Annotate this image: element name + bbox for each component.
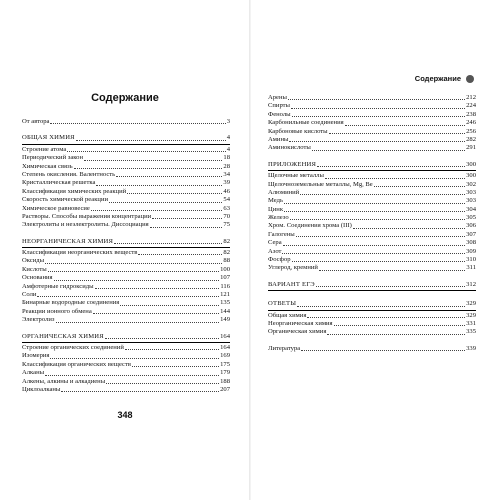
toc-entry-page: 246	[466, 119, 476, 127]
toc-entry-page: 4	[226, 134, 230, 142]
toc-entry-title: НЕОРГАНИЧЕСКАЯ ХИМИЯ	[22, 237, 114, 245]
dot-leader	[61, 391, 219, 392]
dot-leader	[114, 243, 222, 244]
toc-entry-page: 135	[220, 299, 230, 307]
toc-entry-title: Оксиды	[22, 257, 45, 265]
toc-entry-page: 335	[466, 328, 476, 336]
toc-entry[interactable]	[22, 179, 230, 187]
toc-section-entry[interactable]	[22, 134, 230, 142]
dot-leader	[96, 185, 222, 186]
running-head-text: Содержание	[414, 74, 461, 83]
toc-entry[interactable]	[22, 386, 230, 394]
dot-leader	[116, 176, 222, 177]
toc-entry[interactable]	[268, 248, 476, 256]
toc-entry-title: Щелочноземельные металлы, Mg, Be	[268, 180, 373, 188]
toc-entry[interactable]	[268, 231, 476, 239]
toc-entry-title: Амины	[268, 135, 289, 143]
toc-entry[interactable]	[22, 378, 230, 386]
toc-entry-page: 169	[220, 352, 230, 360]
toc-entry-page: 306	[466, 222, 476, 230]
toc-entry-page: 207	[220, 385, 230, 393]
toc-entry-page: 88	[223, 257, 230, 265]
toc-entry-title: Цинк	[268, 205, 284, 213]
toc-entry[interactable]	[22, 146, 230, 154]
dot-leader	[327, 334, 465, 335]
toc-entry-title: Железо	[268, 214, 289, 222]
toc-entry-title: Циклоалканы	[22, 385, 61, 393]
toc-entry-page: 339	[466, 344, 476, 352]
section-underline	[268, 290, 476, 291]
toc-entry[interactable]	[22, 196, 230, 204]
dot-leader	[316, 286, 465, 287]
toc-entry-page: 70	[223, 212, 230, 220]
dot-leader	[45, 263, 222, 264]
toc-entry-title: Степень окисления. Валентность	[22, 170, 116, 178]
toc-entry-page: 282	[466, 135, 476, 143]
toc-entry[interactable]	[268, 94, 476, 102]
toc-entry-page: 164	[220, 343, 230, 351]
toc-entry-title: Алюминий	[268, 188, 300, 196]
dot-leader	[93, 313, 219, 314]
toc-entry-title: Медь	[268, 197, 283, 205]
toc-entry[interactable]	[22, 299, 230, 307]
page-number: 348	[117, 410, 133, 420]
section-underline	[22, 144, 230, 145]
toc-entry-title: Соли	[22, 291, 37, 299]
dot-leader	[56, 322, 220, 323]
toc-entry-page: 175	[220, 360, 230, 368]
dot-leader	[127, 193, 222, 194]
toc-gap	[268, 292, 476, 300]
toc-entry[interactable]	[22, 171, 230, 179]
dot-leader	[300, 194, 465, 195]
toc-entry-page: 291	[466, 144, 476, 152]
toc-entry-title: Изомерия	[22, 352, 50, 360]
dot-leader	[283, 245, 465, 246]
running-head	[415, 74, 474, 83]
right-page	[250, 0, 500, 500]
dot-leader	[54, 280, 220, 281]
toc-entry-title: ОРГАНИЧЕСКАЯ ХИМИЯ	[22, 332, 104, 340]
toc-entry[interactable]	[268, 214, 476, 222]
dot-leader	[150, 227, 223, 228]
toc-entry-page: 302	[466, 180, 476, 188]
dot-leader	[74, 168, 223, 169]
toc-entry-title: Амфотерные гидроксиды	[22, 282, 94, 290]
toc-entry[interactable]	[22, 369, 230, 377]
toc-entry[interactable]	[268, 119, 476, 127]
toc-entry-title: Строение атома	[22, 145, 67, 153]
dot-leader	[91, 210, 223, 211]
toc-entry[interactable]	[268, 239, 476, 247]
dot-leader	[290, 219, 465, 220]
toc-entry[interactable]	[22, 221, 230, 229]
dot-leader	[152, 218, 222, 219]
toc-entry-title: Классификация органических веществ	[22, 360, 131, 368]
dot-leader	[312, 150, 465, 151]
toc-entry-page: 329	[466, 311, 476, 319]
toc-gap	[22, 126, 230, 134]
toc-entry-page: 309	[466, 247, 476, 255]
toc-entry-page: 312	[466, 280, 476, 288]
toc-entry-title: Скорость химической реакции	[22, 196, 109, 204]
toc-entry-page: 304	[466, 205, 476, 213]
toc-entry[interactable]	[22, 188, 230, 196]
toc-entry[interactable]	[268, 181, 476, 189]
toc-entry-title: Неорганическая химия	[268, 319, 333, 327]
toc-entry[interactable]	[22, 205, 230, 213]
toc-entry-title: Общая химия	[268, 311, 307, 319]
toc-entry-page: 46	[223, 187, 230, 195]
section-underline	[268, 310, 476, 311]
toc-entry-page: 307	[466, 230, 476, 238]
toc-entry[interactable]	[268, 206, 476, 214]
dot-leader	[45, 375, 219, 376]
toc-entry[interactable]	[22, 274, 230, 282]
toc-entry[interactable]	[268, 144, 476, 152]
toc-entry[interactable]	[22, 213, 230, 221]
dot-leader	[345, 125, 465, 126]
toc-entry-title: ПРИЛОЖЕНИЯ	[268, 160, 317, 168]
toc-entry-page: 82	[223, 249, 230, 257]
toc-entry-title: Азот	[268, 247, 282, 255]
toc-entry-title: Литература	[268, 344, 301, 352]
dot-leader	[329, 133, 466, 134]
toc-entry-page: 188	[220, 377, 230, 385]
section-underline	[22, 342, 230, 343]
dot-leader	[50, 358, 219, 359]
toc-entry-title: Галогены	[268, 230, 295, 238]
toc-entry-title: ОБЩАЯ ХИМИЯ	[22, 134, 75, 142]
dot-leader	[138, 254, 222, 255]
contents-heading: Содержание	[91, 92, 159, 104]
toc-entry-title: Классификация химических реакций	[22, 187, 127, 195]
toc-entry-page: 3	[226, 117, 230, 125]
toc-entry-page: 329	[466, 300, 476, 308]
toc-entry-page: 238	[466, 110, 476, 118]
toc-entry-title: Периодический закон	[22, 154, 83, 162]
toc-entry-page: 82	[223, 237, 230, 245]
dot-leader	[132, 366, 219, 367]
dot-leader	[288, 99, 465, 100]
toc-entry[interactable]	[22, 118, 230, 126]
toc-entry[interactable]	[268, 172, 476, 180]
toc-gap	[268, 337, 476, 345]
toc-entry[interactable]	[22, 163, 230, 171]
toc-entry[interactable]	[268, 136, 476, 144]
toc-entry-title: Химическое равновесие	[22, 204, 90, 212]
toc-entry-title: Аминокислоты	[268, 144, 311, 152]
toc-entry[interactable]	[268, 197, 476, 205]
toc-section-entry[interactable]	[22, 333, 230, 341]
dot-leader	[105, 338, 219, 339]
toc-gap	[268, 273, 476, 281]
toc-entry-page: 179	[220, 369, 230, 377]
dot-leader	[106, 383, 219, 384]
toc-entry-title: Кислоты	[22, 265, 47, 273]
toc-entry-title: Электролиты и неэлектролиты. Диссоциация	[22, 221, 149, 229]
dot-leader	[120, 305, 219, 306]
toc-entry-page: 303	[466, 188, 476, 196]
toc-entry-title: Щелочные металлы	[268, 172, 324, 180]
toc-entry[interactable]	[268, 320, 476, 328]
toc-entry-page: 149	[220, 316, 230, 324]
dot-leader	[284, 211, 465, 212]
dot-leader	[50, 123, 225, 124]
toc-entry-page: 54	[223, 196, 230, 204]
dot-leader	[109, 202, 222, 203]
toc-entry-page: 300	[466, 160, 476, 168]
toc-entry-title: Фосфор	[268, 256, 291, 264]
toc-entry-page: 256	[466, 127, 476, 135]
toc-entry[interactable]	[22, 344, 230, 352]
dot-leader	[284, 203, 465, 204]
toc-entry-title: Бинарные водородные соединения	[22, 299, 120, 307]
toc-entry-title: Алкены, алкины и алкадиены	[22, 377, 106, 385]
toc-entry-page: 4	[226, 145, 230, 153]
section-underline	[268, 170, 476, 171]
toc-entry[interactable]	[268, 222, 476, 230]
toc-entry[interactable]	[22, 316, 230, 324]
toc-entry-page: 212	[466, 93, 476, 101]
dot-leader	[125, 349, 219, 350]
dot-leader	[374, 186, 465, 187]
dot-leader	[84, 160, 222, 161]
section-underline	[22, 247, 230, 248]
toc-entry[interactable]	[268, 128, 476, 136]
dot-leader	[297, 306, 465, 307]
toc-section-entry[interactable]	[268, 300, 476, 308]
dot-leader	[317, 166, 465, 167]
toc-entry-page: 331	[466, 319, 476, 327]
dot-leader	[48, 271, 219, 272]
toc-entry-title: Хром. Соединения хрома (III)	[268, 222, 352, 230]
dot-leader	[289, 141, 465, 142]
dot-leader	[353, 228, 465, 229]
dot-leader	[282, 253, 465, 254]
toc-entry[interactable]	[268, 111, 476, 119]
dot-leader	[319, 270, 465, 271]
dot-leader	[307, 317, 465, 318]
toc-gap	[22, 325, 230, 333]
dot-leader	[95, 288, 220, 289]
toc-entry[interactable]	[22, 283, 230, 291]
toc-entry-page: 100	[220, 265, 230, 273]
dot-leader	[76, 140, 226, 141]
toc-entry[interactable]	[268, 345, 476, 353]
toc-entry[interactable]	[22, 291, 230, 299]
toc-entry-page: 305	[466, 214, 476, 222]
toc-entry[interactable]	[22, 249, 230, 257]
toc-entry-page: 75	[223, 221, 230, 229]
toc-entry-title: Карбонильные соединения	[268, 119, 344, 127]
toc-entry[interactable]	[268, 328, 476, 336]
toc-entry-title: ОТВЕТЫ	[268, 300, 297, 308]
toc-entry-page: 164	[220, 332, 230, 340]
toc-entry-page: 116	[220, 282, 230, 290]
toc-gap	[22, 230, 230, 238]
toc-entry-page: 308	[466, 239, 476, 247]
dot-leader	[37, 296, 219, 297]
toc-section-entry[interactable]	[268, 161, 476, 169]
toc-entry-title: Углерод, кремний	[268, 264, 318, 272]
dot-leader	[291, 108, 465, 109]
toc-entry-title: Карбоновые кислоты	[268, 127, 328, 135]
toc-entry-page: 34	[223, 170, 230, 178]
toc-entry-title: Алканы	[22, 369, 45, 377]
toc-entry[interactable]	[22, 361, 230, 369]
toc-entry[interactable]	[268, 264, 476, 272]
toc-entry-page: 303	[466, 197, 476, 205]
toc-entry-page: 18	[223, 154, 230, 162]
toc-entry[interactable]	[22, 266, 230, 274]
toc-entry-page: 224	[466, 102, 476, 110]
toc-entry[interactable]	[22, 154, 230, 162]
toc-entry-title: Фенолы	[268, 110, 291, 118]
toc-gap	[268, 153, 476, 161]
toc-section-entry[interactable]	[22, 238, 230, 246]
toc-entry-title: Электролиз	[22, 316, 55, 324]
toc-list-right	[268, 94, 476, 353]
toc-entry-page: 39	[223, 179, 230, 187]
toc-entry-page: 107	[220, 274, 230, 282]
toc-entry-title: Химическая связь	[22, 162, 73, 170]
toc-entry-title: От автора	[22, 117, 50, 125]
toc-entry-title: Реакции ионного обмена	[22, 307, 92, 315]
toc-entry[interactable]	[22, 352, 230, 360]
bullet-dot-icon	[466, 75, 474, 83]
toc-entry[interactable]	[268, 256, 476, 264]
toc-entry[interactable]	[268, 189, 476, 197]
toc-entry[interactable]	[268, 312, 476, 320]
dot-leader	[325, 178, 465, 179]
toc-section-entry[interactable]	[268, 281, 476, 289]
toc-entry-title: Арены	[268, 93, 287, 101]
dot-leader	[334, 325, 466, 326]
dot-leader	[292, 116, 466, 117]
toc-entry-title: Органическая химия	[268, 328, 327, 336]
toc-entry[interactable]	[22, 308, 230, 316]
toc-entry-title: Кристаллическая решетка	[22, 179, 96, 187]
toc-entry-page: 63	[223, 204, 230, 212]
dot-leader	[292, 261, 466, 262]
toc-entry-title: Растворы. Способы выражения концентрации	[22, 212, 152, 220]
toc-entry-title: Спирты	[268, 102, 290, 110]
dot-leader	[301, 350, 465, 351]
toc-entry-page: 144	[220, 307, 230, 315]
toc-entry[interactable]	[268, 102, 476, 110]
toc-entry[interactable]	[22, 257, 230, 265]
toc-entry-title: Сера	[268, 239, 282, 247]
toc-list-left	[22, 118, 230, 394]
toc-entry-page: 300	[466, 172, 476, 180]
toc-entry-page: 121	[220, 291, 230, 299]
toc-entry-page: 28	[223, 162, 230, 170]
dot-leader	[296, 236, 465, 237]
toc-entry-title: Классификация неорганических веществ	[22, 249, 138, 257]
toc-entry-page: 311	[466, 264, 476, 272]
dot-leader	[67, 151, 225, 152]
toc-entry-page: 310	[466, 256, 476, 264]
toc-entry-title: Основания	[22, 274, 53, 282]
toc-entry-title: Строение органических соединений	[22, 343, 124, 351]
toc-entry-title: ВАРИАНТ ЕГЭ	[268, 280, 315, 288]
